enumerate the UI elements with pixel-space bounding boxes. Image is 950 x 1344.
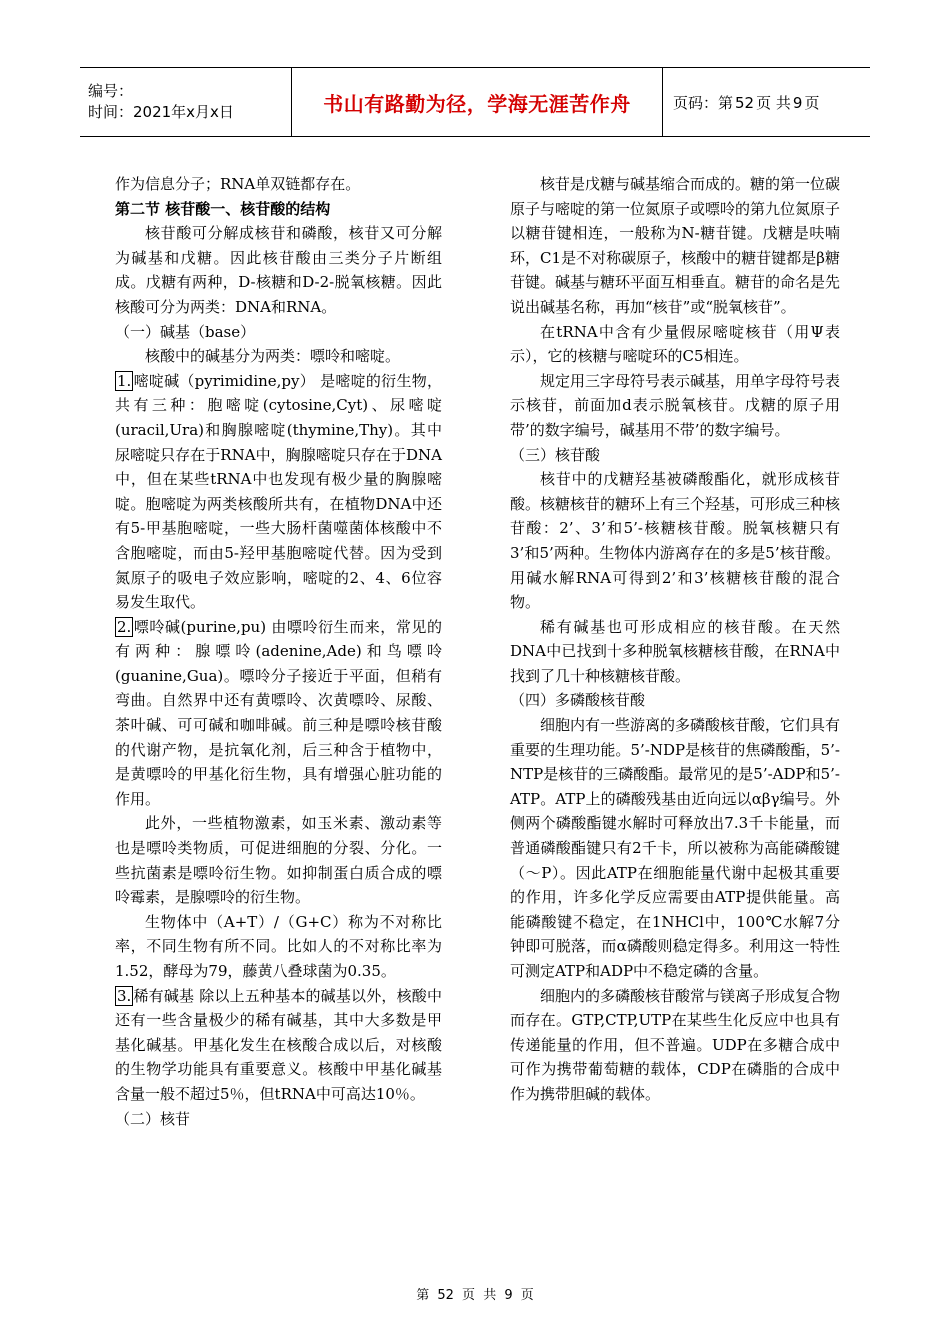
- left-column: [115, 172, 442, 1131]
- paragraph: 稀有碱基也可形成相应的核苷酸。在天然DNA中已找到十多种脱氧核糖核苷酸，在RNA中找到了几十种核糖核苷酸。: [510, 617, 840, 685]
- paragraph: 细胞内有一些游离的多磷酸核苷酸，它们具有重要的生理功能。5’-NDP是核苷的焦磷酸酯，5’-NTP是核苷的三磷酸酯。最常见的是5’-ADP和5’-ATP。ATP上的磷酸残基由近向远以αβγ编号。外侧两个磷酸酯键水解时可释放出7.3千卡能量，而普通磷酸酯键只有2千卡，所以被称为高能磷酸键（～P）。因此ATP在细胞能量代谢中起极其重要的作用，许多化学反应需要由ATP提供能量。高能磷酸键不稳定，在1NHCl中，100℃水解7分钟即可脱落，而α磷酸则稳定得多。利用这一特性可测定ATP和ADP中不稳定磷的含量。: [510, 716, 841, 980]
- paragraph: 核苷中的戊糖羟基被磷酸酯化，就形成核苷酸。核糖核苷的糖环上有三个羟基，可形成三种核苷酸：2’、3’和5’-核糖核苷酸。脱氧核糖只有3’和5’两种。生物体内游离存在的多是5’核苷酸。用碱水解RNA可得到2’和3’核糖核苷酸的混合物。: [510, 470, 841, 612]
- doc-time-label: 时间：2021年x月x日: [88, 103, 234, 121]
- paragraph-purine: [115, 615, 442, 812]
- paragraph-text: 稀有碱基 除以上五种基本的碱基以外，核酸中还有一些含量极少的稀有碱基，其中大多数是甲基化碱基。甲基化发生在核酸合成以后，对核酸的生物学功能具有重要意义。核酸中甲基化碱基含量一般不超过5％，但tRNA中可高达10％。: [115, 986, 442, 1103]
- header-page-info: [663, 68, 870, 136]
- paragraph: 生物体中（A+T）/（G+C）称为不对称比率，不同生物有所不同。比如人的不对称比率为1.52，酵母为79，藤黄八叠球菌为0.35。: [115, 912, 442, 980]
- paragraph: 细胞内的多磷酸核苷酸常与镁离子形成复合物而存在。GTP,CTP,UTP在某些生化反应中也具有传递能量的作用，但不普遍。UDP在多糖合成中可作为携带葡萄糖的载体，CDP在磷脂的合成中作为携带胆碱的载体。: [510, 986, 841, 1103]
- subsection-heading: （一）碱基（base）: [115, 322, 256, 341]
- paragraph: 核苷酸可分解成核苷和磷酸，核苷又可分解为碱基和戊糖。因此核苷酸由三类分子片断组成。戊糖有两种，D-核糖和D-2-脱氧核糖。因此核酸可分为两类：DNA和RNA。: [115, 224, 442, 316]
- list-marker: 3.: [117, 986, 132, 1005]
- paragraph-text: 嘧啶碱（pyrimidine,py） 是嘧啶的衍生物，共有三种：胞嘧啶(cytosine,Cyt)、尿嘧啶(uracil,Ura)和胸腺嘧啶(thymine,Thy)。其中尿嘧啶只存在于RNA中，胸腺嘧啶只存在于DNA中，但在某些tRNA中也发现有极少量的胸腺嘧啶。胞嘧啶为两类核酸所共有，在植物DNA中还有5-甲基胞嘧啶，一些大肠杆菌噬菌体核酸中不含胞嘧啶，而由5-羟甲基胞嘧啶代替。因为受到氮原子的吸电子效应影响，嘧啶的2、4、6位容易发生取代。: [115, 371, 442, 612]
- page-end: 页: [804, 93, 820, 112]
- paragraph-pyrimidine: [115, 369, 442, 615]
- subsection-heading: （三）核苷酸: [510, 445, 601, 464]
- page-label: 页码：第: [673, 93, 734, 112]
- paragraph-rare-bases: [115, 984, 442, 1107]
- paragraph: 在tRNA中含有少量假尿嘧啶核苷（用Ψ表示），它的核糖与嘧啶环的C5相连。: [510, 322, 840, 366]
- page-total: 9: [792, 93, 803, 112]
- paragraph: 此外，一些植物激素，如玉米素、激动素等也是嘌呤类物质，可促进细胞的分裂、分化。一些抗菌素是嘌呤衍生物。如抑制蛋白质合成的嘌呤霉素，是腺嘌呤的衍生物。: [115, 814, 442, 907]
- subsection-heading: （四）多磷酸核苷酸: [510, 691, 646, 710]
- page-number: 52: [735, 93, 755, 112]
- list-marker: 2.: [117, 617, 132, 636]
- header-motto: [292, 68, 663, 136]
- page-footer: 第 52 页 共 9 页: [416, 1288, 534, 1303]
- list-marker: 1.: [117, 371, 132, 390]
- paragraph: 规定用三字母符号表示碱基，用单字母符号表示核苷，前面加d表示脱氧核苷。戊糖的原子用带’的数字编号，碱基用不带’的数字编号。: [510, 371, 841, 439]
- page-mid: 页 共: [756, 93, 791, 112]
- section-title: 第二节 核苷酸一、核苷酸的结构: [115, 199, 331, 218]
- header-meta: [80, 68, 292, 136]
- paragraph: 核酸中的碱基分为两类：嘌呤和嘧啶。: [145, 347, 401, 366]
- motto-text: 书山有路勤为径，学海无涯苦作舟: [323, 91, 631, 116]
- paragraph-text: 嘌呤碱(purine,pu) 由嘌呤衍生而来，常见的有两种：腺嘌呤(adenine,Ade)和鸟嘌呤(guanine,Gua)。嘌呤分子接近于平面，但稍有弯曲。自然界中还有黄嘌呤、次黄嘌呤、尿酸、茶叶碱、可可碱和咖啡碱。前三种是嘌呤核苷酸的代谢产物，是抗氧化剂，后三种含于植物中，是黄嘌呤的甲基化衍生物，具有增强心脏功能的作用。: [115, 617, 442, 808]
- right-column: [510, 172, 840, 1107]
- paragraph: 核苷是戊糖与碱基缩合而成的。糖的第一位碳原子与嘧啶的第一位氮原子或嘌呤的第九位氮原子以糖苷键相连，一般称为N-糖苷键。戊糖是呋喃环，C1是不对称碳原子，核酸中的糖苷键都是β糖苷键。碱基与糖环平面互相垂直。糖苷的命名是先说出碱基名称，再加“核苷”或“脱氧核苷”。: [510, 175, 841, 316]
- page-header: [80, 67, 870, 137]
- doc-number-label: 编号：: [88, 82, 134, 100]
- paragraph: 作为信息分子；RNA单双链都存在。: [115, 175, 361, 193]
- subsection-heading: （二）核苷: [115, 1109, 191, 1128]
